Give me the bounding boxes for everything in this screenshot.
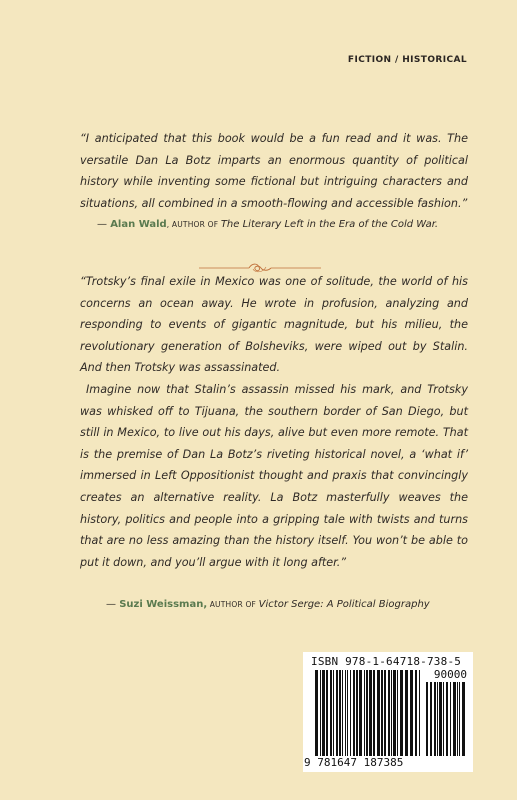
blurb-quote-2-para-1: “Trotsky’s final exile in Mexico was one of solitude, the world of his concerns an ocean away. He wrote in profusion, analyzing and responding to events of gigantic magnitude, but his milieu, the revolutionary generation of Bolsheviks, were wiped out by Stalin. And then Trotsky was assassinated. <box>80 275 468 375</box>
attribution-book-title: The Literary Left in the Era of the Cold War. <box>220 219 439 230</box>
blurb-attribution-1 <box>97 219 438 230</box>
attribution-dash: — <box>97 219 111 230</box>
blurb-quote-2-para-2: Imagine now that Stalin’s assassin missed his mark, and Trotsky was whisked off to Tijuana, the southern border of San Diego, but still in Mexico, to live out his days, alive but even more remote. That is the premise of Dan La Botz’s riveting historical novel, a ‘what if’ immersed in Left Oppositionist thought and praxis that convincingly creates an alternative reality. La Botz masterfully weaves the history, politics and people into a gripping tale with twists and turns that are no less amazing than the history itself. You won’t be able to put it down, and you’ll argue with it long after.” <box>80 382 468 569</box>
isbn-number: ISBN 978-1-64718-738-5 <box>311 655 462 668</box>
blurb-quote-2 <box>80 271 468 573</box>
attribution-name: Alan Wald <box>110 219 167 230</box>
attribution-name: Suzi Weissman, <box>119 599 208 610</box>
barcode-bars-icon <box>315 670 421 756</box>
barcode-addon-bars-icon <box>426 682 466 756</box>
attribution-book-title: Victor Serge: A Political Biography <box>258 599 430 610</box>
blurb-quote-1-text: “I anticipated that this book would be a fun read and it was. The versatile Dan La Botz imparts an enormous quantity of political history while inventing some fictional but intriguing characters and situations, all combined in a smooth-flowing and accessible fashion.” <box>80 132 468 210</box>
barcode-digits: 9 781647 187385 <box>304 756 404 769</box>
price-code: 90000 <box>433 668 467 681</box>
attribution-dash: — <box>106 599 120 610</box>
attribution-author-of: , AUTHOR OF <box>166 220 221 229</box>
category-label: FICTION / HISTORICAL <box>347 55 467 65</box>
attribution-author-of: AUTHOR OF <box>207 600 259 609</box>
isbn-barcode <box>303 652 473 772</box>
blurb-quote-1 <box>80 128 468 214</box>
blurb-attribution-2 <box>106 599 430 610</box>
